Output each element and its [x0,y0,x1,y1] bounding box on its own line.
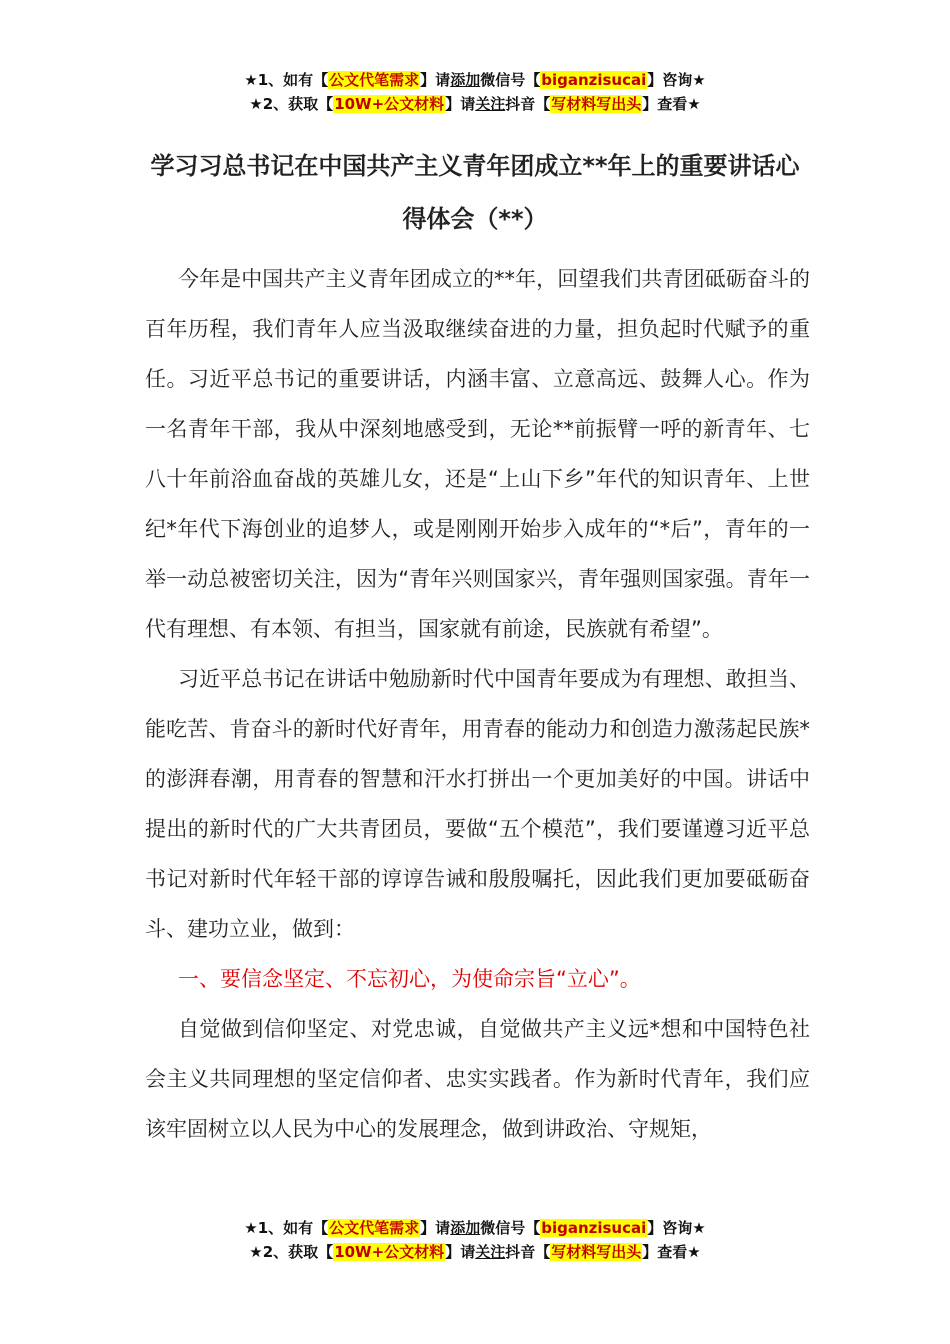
banner-highlight: 10W+公文材料 [334,1243,445,1261]
banner-text: 】查看★ [642,95,701,113]
banner-line-1 [0,1216,950,1240]
banner-line-2 [0,1240,950,1264]
banner-underline: 添加 [450,71,481,89]
banner-underline: 关注 [475,95,506,113]
banner-text: 】咨询★ [647,71,706,89]
banner-highlight: biganzisucai [541,1219,647,1237]
banner-underline: 关注 [475,1243,506,1261]
document-body [145,254,810,1154]
section-heading: 一、要信念坚定、不忘初心，为使命宗旨“立心”。 [178,967,641,991]
banner-text: 】请 [445,1243,476,1261]
banner-text: 抖音【 [505,1243,551,1261]
banner-text: 】查看★ [642,1243,701,1261]
banner-highlight: biganzisucai [541,71,647,89]
paragraph: 自觉做到信仰坚定、对党忠诚，自觉做共产主义远*想和中国特色社会主义共同理想的坚定信仰者、忠实实践者。作为新时代青年，我们应该牢固树立以人民为中心的发展理念，做到讲政治、守规矩， [145,1017,810,1141]
paragraph: 习近平总书记在讲话中勉励新时代中国青年要成为有理想、敢担当、能吃苦、肯奋斗的新时代好青年，用青春的能动力和创造力激荡起民族*的澎湃春潮，用青春的智慧和汗水打拼出一个更加美好的中国。讲话中提出的新时代的广大共青团员，要做“五个模范”，我们要谨遵习近平总书记对新时代年轻干部的谆谆告诫和殷殷嘱托，因此我们更加要砥砺奋斗、建功立业，做到： [145,667,810,941]
banner-text: 微信号【 [480,71,541,89]
banner-highlight: 公文代笔需求 [329,71,420,89]
top-banner [0,68,950,116]
banner-highlight: 写材料写出头 [551,95,642,113]
banner-highlight: 公文代笔需求 [329,1219,420,1237]
banner-text: 】咨询★ [647,1219,706,1237]
banner-line-1 [0,68,950,92]
paragraph: 今年是中国共产主义青年团成立的**年，回望我们共青团砥砺奋斗的百年历程，我们青年人应当汲取继续奋进的力量，担负起时代赋予的重任。习近平总书记的重要讲话，内涵丰富、立意高远、鼓舞人心。作为一名青年干部，我从中深刻地感受到，无论**前振臂一呼的新青年、七八十年前浴血奋战的英雄儿女，还是“上山下乡”年代的知识青年、上世纪*年代下海创业的追梦人，或是刚刚开始步入成年的“*后”，青年的一举一动总被密切关注，因为“青年兴则国家兴，青年强则国家强。青年一代有理想、有本领、有担当，国家就有前途，民族就有希望”。 [145,267,810,641]
banner-text: ★1、如有【 [244,71,329,89]
banner-text: 】请 [420,71,451,89]
banner-highlight: 写材料写出头 [551,1243,642,1261]
bottom-banner [0,1216,950,1264]
banner-text: ★1、如有【 [244,1219,329,1237]
banner-text: 抖音【 [505,95,551,113]
banner-underline: 添加 [450,1219,481,1237]
banner-text: 】请 [420,1219,451,1237]
banner-text: 】请 [445,95,476,113]
banner-line-2 [0,92,950,116]
banner-text: ★2、获取【 [249,95,334,113]
banner-highlight: 10W+公文材料 [334,95,445,113]
document-title: 学习习总书记在中国共产主义青年团成立**年上的重要讲话心得体会（**） [150,152,800,233]
banner-text: 微信号【 [480,1219,541,1237]
banner-text: ★2、获取【 [249,1243,334,1261]
